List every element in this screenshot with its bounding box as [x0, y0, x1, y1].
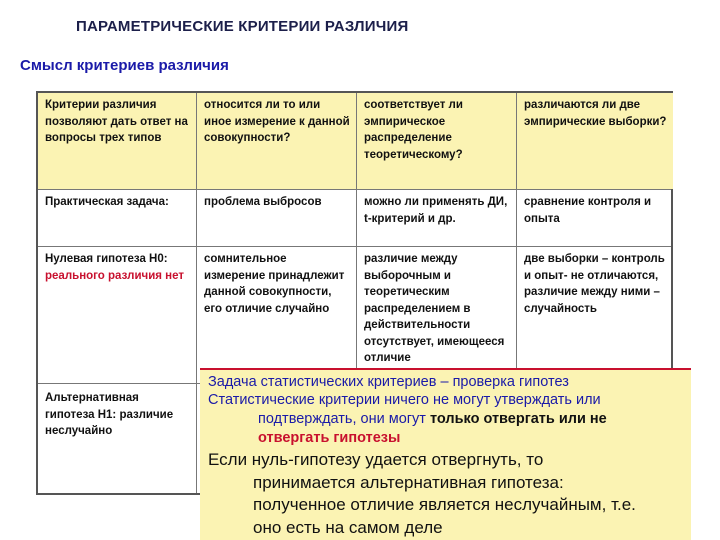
note-criteria-plain: подтверждать, они могут — [258, 411, 430, 427]
table-divider-v1 — [196, 93, 197, 493]
null-hypothesis-label — [38, 247, 196, 383]
header-cell-intro: Критерии различия позволяют дать ответ на вопросы трех типов — [38, 93, 196, 189]
note-line-criteria — [208, 391, 678, 448]
page-subtitle: Смысл критериев различия — [20, 57, 229, 74]
note-criteria-start: Статистические критерии ничего не могут утверждать или — [208, 392, 601, 408]
header-cell-distribution: соответствует ли эмпирическое распределение теоретическому? — [357, 93, 516, 189]
table-divider-h2 — [38, 246, 671, 247]
alt-hypothesis-label: Альтернативная гипотеза Н1: различие неслучайно — [45, 392, 174, 437]
task-cell-outlier: проблема выбросов — [204, 196, 322, 208]
null-cell-distribution: различие между выборочным и теоретическим распределением в действительности отсутствует, имеющееся отличие — [364, 253, 505, 364]
task-cell-samples: сравнение контроля и опыта — [524, 196, 652, 225]
note-criteria-emph-black: только отвергать или не — [429, 411, 607, 427]
null-hypothesis-highlight: реального различия нет — [45, 269, 184, 282]
table-divider-h1 — [38, 189, 671, 190]
note-conclusion-start: Если нуль-гипотезу удается отвергнуть, то — [208, 450, 544, 469]
task-cell-distribution: можно ли применять ДИ, t-критерий и др. — [364, 196, 508, 225]
hypothesis-note-box — [200, 368, 691, 540]
note-conclusion-cont1: принимается альтернативная гипотеза: — [253, 472, 564, 492]
note-conclusion-cont3: оно есть на самом деле — [253, 517, 443, 537]
null-hypothesis-prefix: Нулевая гипотеза Н0: — [45, 253, 168, 265]
note-line-conclusion — [208, 449, 678, 539]
note-criteria-emph-red: отвергать гипотезы — [258, 430, 401, 446]
null-cell-samples: две выборки – контроль и опыт- не отличаются, различие между ними – случайность — [524, 253, 665, 315]
note-criteria-indent — [208, 410, 678, 429]
task-cell-label: Практическая задача: — [45, 196, 169, 208]
page-title: ПАРАМЕТРИЧЕСКИЕ КРИТЕРИИ РАЗЛИЧИЯ — [76, 18, 409, 35]
note-line-task: Задача статистических критериев – проверка гипотез — [208, 374, 569, 390]
note-conclusion-cont2: полученное отличие является неслучайным, т.е. — [253, 495, 636, 514]
null-cell-outlier: сомнительное измерение принадлежит данной совокупности, его отличие случайно — [204, 253, 345, 315]
header-cell-outlier: относится ли то или иное измерение к данной совокупности? — [197, 93, 356, 189]
header-cell-samples: различаются ли две эмпирические выборки? — [517, 93, 673, 189]
